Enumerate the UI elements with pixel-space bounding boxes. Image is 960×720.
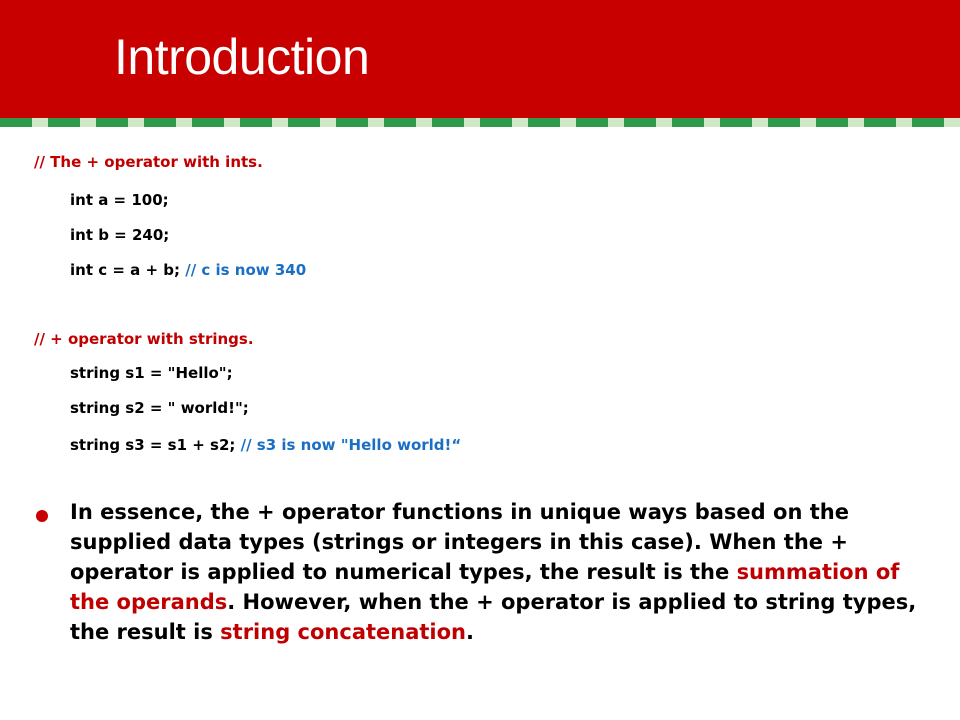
bullet-highlight-summation: summation of the operands — [70, 560, 900, 614]
code-s3-statement: string s3 = s1 + s2; — [70, 436, 241, 454]
bullet-paragraph — [70, 497, 940, 647]
bullet-highlight-concatenation: string concatenation — [220, 620, 467, 644]
code-int-c-comment: // c is now 340 — [185, 261, 307, 279]
code-s3-comment: // s3 is now "Hello world!“ — [240, 436, 462, 454]
bullet-text-part-1: In essence, the + operator functions in unique ways based on the supplied data types (strings or integers in this case). When the + operator is applied to numerical types, the result is the — [70, 500, 849, 584]
code-comment-ints: // The + operator with ints. — [34, 153, 263, 171]
slide-header — [0, 0, 960, 118]
code-line-int-b: int b = 240; — [70, 226, 170, 244]
slide-title: Introduction — [114, 29, 370, 85]
code-line-s3 — [70, 436, 461, 454]
code-line-int-a: int a = 100; — [70, 191, 169, 209]
bullet-text-part-2: . However, when the + operator is applied to string types, the result is — [70, 590, 917, 644]
bullet-dot — [36, 510, 48, 522]
code-line-s2: string s2 = " world!"; — [70, 399, 249, 417]
header-stripe — [0, 118, 960, 127]
code-comment-strings: // + operator with strings. — [34, 330, 254, 348]
bullet-text-end: . — [466, 620, 474, 644]
slide-content — [0, 127, 960, 720]
code-line-int-c — [70, 261, 306, 279]
code-int-c-statement: int c = a + b; — [70, 261, 186, 279]
code-line-s1: string s1 = "Hello"; — [70, 364, 233, 382]
